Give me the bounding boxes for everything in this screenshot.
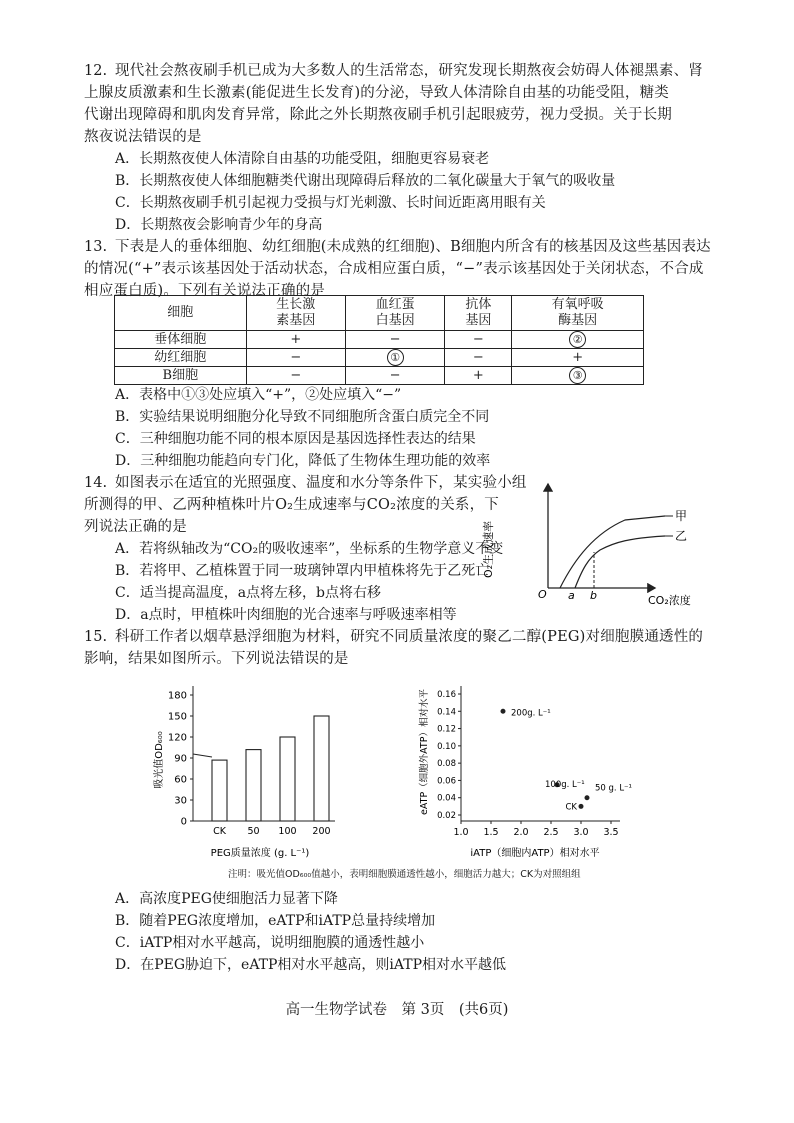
point-b-label: b [590,589,597,602]
od600-bar-chart [150,680,350,865]
table-cell: − [345,367,444,385]
curve-jia [560,516,665,588]
table-row [115,349,644,367]
scatter-y-label: eATP（细胞外ATP）相对水平 [419,689,430,815]
q13-option-c: C．三种细胞功能不同的根本原因是基因选择性表达的结果 [115,431,476,447]
q15-option-b: B．随着PEG浓度增加，eATP和iATP总量持续增加 [115,913,436,929]
bar-y-tick-label: 90 [174,753,187,765]
bar-x-tick-label: 100 [278,826,297,837]
bar [314,716,329,821]
chart-note: 注明：吸光值OD₆₀₀值越小，表明细胞膜通透性越小，细胞活力越大；CK为对照组组 [228,869,581,880]
y-axis-label: O₂生成速率 [482,520,495,578]
bar [246,750,261,821]
table-cell: − [246,367,345,385]
page-footer: 高一生物学试卷 第 3页 (共6页) [285,1002,509,1018]
q14-stem-line: 所测得的甲、乙两种植株叶片O₂生成速率与CO₂浓度的关系，下 [84,497,499,513]
q12-stem-line: 现代社会熬夜刷手机已成为大多数人的生活常态，研究发现长期熬夜会妨碍人体褪黑素、肾 [115,63,703,79]
o2-rate-graph [482,478,720,610]
scatter-x-tick-label: 3.0 [573,827,589,838]
bar [280,737,295,821]
table-header: 有氧呼吸 酶基因 [512,296,644,331]
bar-y-tick-label: 30 [174,795,187,807]
table-cell: − [246,349,345,367]
q12-number: 12. [84,63,108,79]
scatter-point-label: 200g. L⁻¹ [511,708,551,719]
table-row [115,331,644,349]
q15-number: 15. [84,629,108,645]
q14-stem-line: 如图表示在适宜的光照强度、温度和水分等条件下，某实验小组 [115,475,527,491]
bar-x-tick-label: 200 [312,826,331,837]
scatter-x-label: iATP（细胞内ATP）相对水平 [470,848,600,859]
blank-marker-2: ② [569,331,586,348]
scatter-point-label: CK [565,802,577,813]
q13-option-b: B．实验结果说明细胞分化导致不同细胞所含蛋白质完全不同 [115,409,490,425]
q12-stem-line: 代谢出现障碍和肌肉发育异常，除此之外长期熬夜刷手机引起眼疲劳，视力受损。关于长期 [84,107,672,123]
table-cell: − [445,349,512,367]
scatter-y-tick-label: 0.16 [437,690,456,700]
curve-jia-label: 甲 [675,509,688,523]
gene-expression-table [114,295,644,385]
scatter-y-tick-label: 0.08 [437,759,456,770]
x-axis-label: CO₂浓度 [648,594,691,607]
scatter-x-tick-label: 3.5 [603,827,619,838]
q15-option-c: C．iATP相对水平越高，说明细胞膜的通透性越小 [115,935,425,951]
bar-annotation-line [193,754,212,757]
bar-y-tick-label: 60 [174,774,187,786]
scatter-y-tick-label: 0.04 [437,793,456,804]
bar-y-tick-label: 120 [167,732,187,744]
table-cell [345,349,444,367]
scatter-y-tick-label: 0.06 [437,776,456,787]
q15-stem-line: 科研工作者以烟草悬浮细胞为材料，研究不同质量浓度的聚乙二醇(PEG)对细胞膜通透性的 [115,629,704,645]
bar-y-tick-label: 0 [180,816,187,828]
scatter-y-tick-label: 0.10 [437,741,456,752]
q12-stem-line: 熬夜说法错误的是 [84,129,202,145]
scatter-y-tick-label: 0.02 [437,811,456,821]
q12-stem-line: 上腺皮质激素和生长激素(能促进生长发育)的分泌，导致人体清除自由基的功能受阻，糖类 [84,85,670,101]
table-header: 生长激 素基因 [246,296,345,331]
point-a-label: a [568,589,575,602]
blank-marker-1: ① [387,349,404,366]
q12-option-d: D．长期熬夜会影响青少年的身高 [115,217,323,233]
curve-yi [575,536,665,588]
q15-option-d: D．在PEG胁迫下，eATP相对水平越高，则iATP相对水平越低 [115,957,507,973]
scatter-point [579,804,584,809]
table-cell: B细胞 [115,367,247,385]
scatter-point-label: 50 g. L⁻¹ [595,783,632,794]
table-header: 细胞 [115,296,247,331]
table-row [115,367,644,385]
q14-option-a: A．若将纵轴改为“CO₂的吸收速率”，坐标系的生物学意义不变 [115,541,504,557]
q13-option-a: A．表格中①③处应填入“+”，②处应填入“−” [115,387,402,403]
table-cell [512,331,644,349]
blank-marker-3: ③ [569,367,586,384]
table-header: 抗体 基因 [445,296,512,331]
table-header-row [115,296,644,331]
q12-option-b: B．长期熬夜使人体细胞糖类代谢出现障碍后释放的二氧化碳量大于氧气的吸收量 [115,173,616,189]
q13-number: 13. [84,239,108,255]
scatter-point [501,709,506,714]
table-cell: − [445,331,512,349]
origin-label: O [538,588,547,601]
table-cell: + [445,367,512,385]
q14-number: 14. [84,475,108,491]
bar-x-label: PEG质量浓度 (g. L⁻¹) [210,848,310,859]
q14-option-d: D．a点时，甲植株叶肉细胞的光合速率与呼吸速率相等 [115,607,457,623]
table-cell: 垂体细胞 [115,331,247,349]
scatter-x-tick-label: 2.0 [513,827,529,838]
bar-x-tick-label: 50 [247,826,260,837]
scatter-point [585,795,590,800]
scatter-point-label: 100g. L⁻¹ [545,779,585,790]
table-cell: − [345,331,444,349]
scatter-x-tick-label: 1.5 [483,827,499,838]
bar-y-tick-label: 150 [167,711,187,723]
table-header: 血红蛋 白基因 [345,296,444,331]
table-cell [512,367,644,385]
q13-stem-line: 相应蛋白质)。下列有关说法正确的是 [84,283,326,299]
q14-option-c: C．适当提高温度，a点将左移，b点将右移 [115,585,382,601]
scatter-x-tick-label: 1.0 [453,827,469,838]
scatter-y-tick-label: 0.12 [437,724,456,735]
q13-option-d: D．三种细胞功能趋向专门化，降低了生物体生理功能的效率 [115,453,491,469]
bar-x-tick-label: CK [213,826,226,837]
table-cell: 幼红细胞 [115,349,247,367]
atp-scatter-chart [415,680,640,865]
q15-option-a: A．高浓度PEG使细胞活力显著下降 [115,891,338,907]
scatter-y-tick-label: 0.14 [437,707,456,718]
bar-y-label: 吸光值OD₆₀₀ [154,731,165,789]
q14-option-b: B．若将甲、乙植株置于同一玻璃钟罩内甲植株将先于乙死亡 [115,563,490,579]
q13-stem-line: 下表是人的垂体细胞、幼红细胞(未成熟的红细胞)、B细胞内所含有的核基因及这些基因表达 [115,239,711,255]
q13-stem-line: 的情况(“+”表示该基因处于活动状态，合成相应蛋白质，“−”表示该基因处于关闭状态，不合成 [84,261,704,277]
table-cell: + [512,349,644,367]
bar-y-tick-label: 180 [167,690,187,702]
q15-stem-line: 影响，结果如图所示。下列说法错误的是 [84,651,349,667]
scatter-x-tick-label: 2.5 [543,827,559,838]
q12-option-a: A．长期熬夜使人体清除自由基的功能受阻，细胞更容易衰老 [115,151,490,167]
curve-yi-label: 乙 [675,529,688,543]
table-cell: + [246,331,345,349]
q12-option-c: C．长期熬夜刷手机引起视力受损与灯光刺激、长时间近距离用眼有关 [115,195,546,211]
bar [212,760,227,821]
q14-stem-line: 列说法正确的是 [84,519,187,535]
